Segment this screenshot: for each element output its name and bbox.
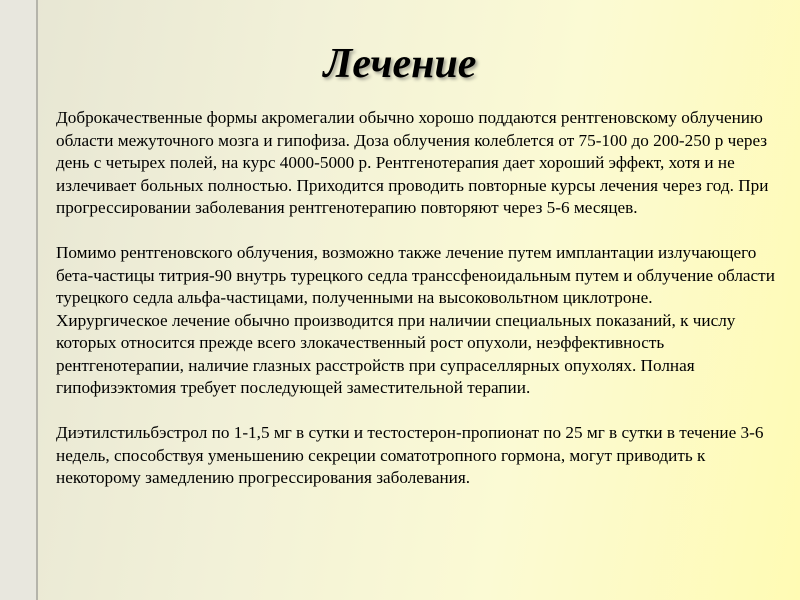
left-divider-line (36, 0, 38, 600)
paragraph-implantation: Помимо рентгеновского облучения, возможно также лечение путем имплантации излучающего бета-частицы титрия-90 внутрь турецкого седла транссфеноидальным путем и облучение области турецкого седла альфа-частицами, полученными на высоковольтном циклотроне. (56, 243, 775, 307)
slide-body (56, 107, 786, 490)
paragraph-medication: Диэтилстильбэстрол по 1-1,5 мг в сутки и тестостерон-пропионат по 25 мг в сутки в течение 3-6 недель, способствуя уменьшению секреции соматотропного гормона, могут приводить к некоторому замедлению прогрессирования заболевания. (56, 423, 764, 487)
slide-title: Лечение (323, 41, 477, 87)
paragraph-surgery: Хирургическое лечение обычно производится при наличии специальных показаний, к числу которых относится прежде всего злокачественный рост опухоли, неэффективность рентгенотерапии, наличие глазных расстройств при супраселлярных опухолях. Полная гипофизэктомия требует последующей заместительной терапии. (56, 310, 736, 397)
paragraph-radiotherapy: Доброкачественные формы акромегалии обычно хорошо поддаются рентгеновскому облучению области межуточного мозга и гипофиза. Доза облучения колеблется от 75-100 до 200-250 р через день с четырех полей, на курс 4000-5000 р. Рентгенотерапия дает хороший эффект, хотя и не излечивает больных полностью. Приходится проводить повторные курсы лечения через год. При прогрессировании заболевания рентгенотерапию повторяют через 5-6 месяцев. (56, 108, 769, 217)
left-band (0, 0, 36, 600)
